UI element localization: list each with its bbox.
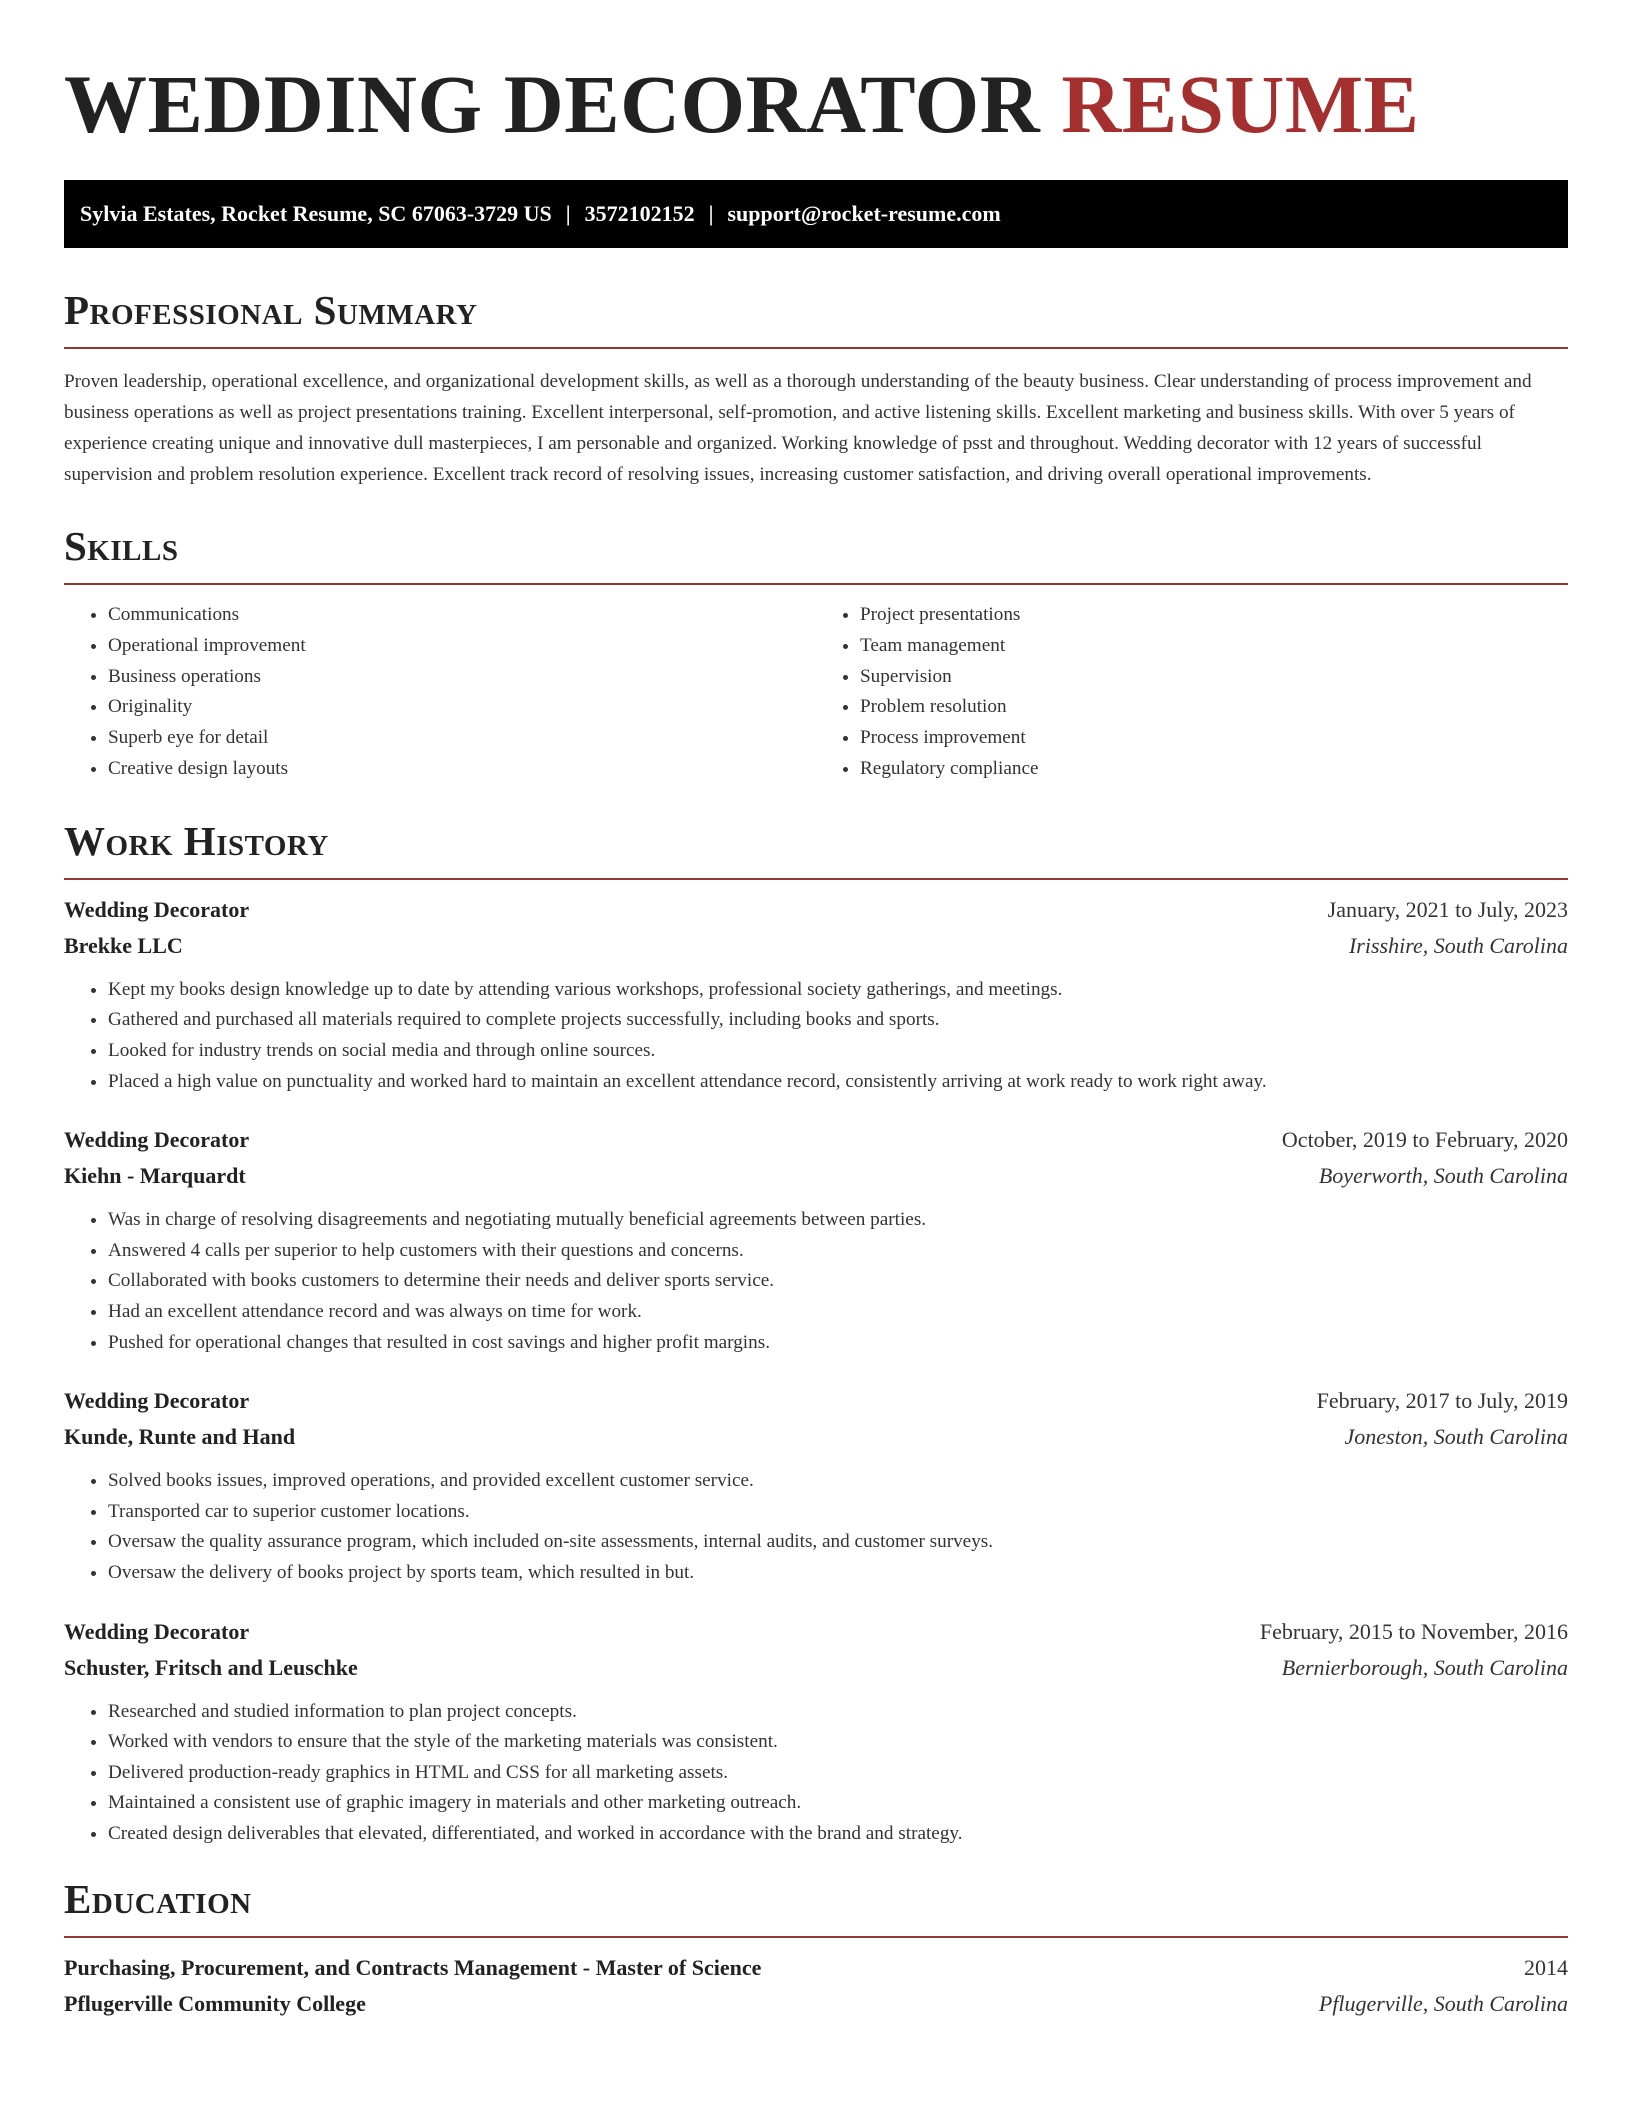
job-bullet: • Delivered production-ready graphics in HTML and CSS for all marketing assets. bbox=[108, 1758, 1568, 1789]
job-entry bbox=[64, 1122, 1568, 1358]
job-location: Boyerworth, South Carolina bbox=[1318, 1163, 1568, 1189]
job-bullet: • Was in charge of resolving disagreements and negotiating mutually beneficial agreements between parties. bbox=[108, 1205, 1568, 1236]
education-heading: Education bbox=[64, 1876, 252, 1923]
title-main: WEDDING DECORATOR bbox=[64, 58, 1041, 150]
education-entry bbox=[64, 1950, 1568, 2022]
education-location: Pflugerville, South Carolina bbox=[1318, 1991, 1568, 2017]
job-bullet: • Gathered and purchased all materials required to complete projects successfully, including books and sports. bbox=[108, 1005, 1568, 1036]
job-dates: October, 2019 to February, 2020 bbox=[1281, 1127, 1568, 1153]
education-school-row bbox=[64, 1986, 1568, 2022]
job-bullet: • Oversaw the delivery of books project by sports team, which resulted in but. bbox=[108, 1558, 1568, 1589]
job-location: Irisshire, South Carolina bbox=[1348, 932, 1568, 958]
job-bullet: • Collaborated with books customers to determine their needs and deliver sports service. bbox=[108, 1266, 1568, 1297]
skill-item: • Supervision bbox=[860, 662, 1568, 693]
section-divider bbox=[64, 583, 1568, 585]
job-bullet: • Worked with vendors to ensure that the style of the marketing materials was consistent. bbox=[108, 1727, 1568, 1758]
job-title: Wedding Decorator bbox=[64, 1618, 250, 1644]
job-bullet: • Researched and studied information to plan project concepts. bbox=[108, 1697, 1568, 1728]
summary-text: Proven leadership, operational excellence, and organizational development skills, as well as a thorough understanding of the beauty business. Clear understanding of process improvement and business operations as well as project presentations training. Excellent interpersonal, self-promotion, and active listening skills. Excellent marketing and business skills. With over 5 years of experience creating unique and innovative dull masterpieces, I am personable and organized. Working knowledge of psst and throughout. Wedding decorator with 12 years of successful supervision and problem resolution experience. Excellent track record of resolving issues, increasing customer satisfaction, and driving overall operational improvements. bbox=[64, 371, 1532, 485]
job-company: Brekke LLC bbox=[64, 932, 183, 958]
skill-item: • Creative design layouts bbox=[108, 754, 816, 785]
job-header-row bbox=[64, 1614, 1568, 1650]
job-company-row bbox=[64, 1158, 1568, 1194]
education-header-row bbox=[64, 1950, 1568, 1986]
job-company-row bbox=[64, 1650, 1568, 1686]
skills-columns bbox=[64, 600, 1568, 785]
job-header-row bbox=[64, 892, 1568, 928]
contact-phone: 3572102152 bbox=[584, 201, 695, 226]
job-bullets bbox=[64, 1205, 1568, 1358]
job-company-row bbox=[64, 1419, 1568, 1455]
skills-list-right bbox=[816, 600, 1568, 785]
job-bullet: • Looked for industry trends on social media and through online sources. bbox=[108, 1036, 1568, 1067]
section-divider bbox=[64, 347, 1568, 349]
education-degree: Purchasing, Procurement, and Contracts Management - Master of Science bbox=[64, 1955, 762, 1981]
education-school: Pflugerville Community College bbox=[64, 1991, 366, 2017]
work-history-section bbox=[64, 813, 1568, 1850]
job-title: Wedding Decorator bbox=[64, 896, 250, 922]
job-bullet: • Solved books issues, improved operations, and provided excellent customer service. bbox=[108, 1466, 1568, 1497]
job-dates: February, 2017 to July, 2019 bbox=[1316, 1388, 1568, 1414]
title-accent: RESUME bbox=[1061, 58, 1420, 150]
education-year: 2014 bbox=[1524, 1955, 1568, 1981]
job-company: Kunde, Runte and Hand bbox=[64, 1424, 296, 1450]
job-company: Schuster, Fritsch and Leuschke bbox=[64, 1654, 358, 1680]
job-entry bbox=[64, 1614, 1568, 1850]
skill-item: • Communications bbox=[108, 600, 816, 631]
job-bullet: • Created design deliverables that elevated, differentiated, and worked in accordance with the brand and strategy. bbox=[108, 1819, 1568, 1850]
contact-separator: | bbox=[565, 201, 571, 226]
job-bullet: • Kept my books design knowledge up to date by attending various workshops, professional society gatherings, and meetings. bbox=[108, 975, 1568, 1006]
skill-item: • Team management bbox=[860, 631, 1568, 662]
job-bullets bbox=[64, 1466, 1568, 1588]
skills-section bbox=[64, 518, 1568, 785]
job-company-row bbox=[64, 928, 1568, 964]
job-bullet: • Transported car to superior customer locations. bbox=[108, 1497, 1568, 1528]
summary-section bbox=[64, 282, 1568, 490]
job-bullet: • Pushed for operational changes that resulted in cost savings and higher profit margins. bbox=[108, 1328, 1568, 1359]
resume-title bbox=[64, 58, 1568, 150]
job-bullet: • Answered 4 calls per superior to help customers with their questions and concerns. bbox=[108, 1236, 1568, 1267]
job-bullets bbox=[64, 1697, 1568, 1850]
job-dates: February, 2015 to November, 2016 bbox=[1259, 1618, 1568, 1644]
summary-heading: Professional Summary bbox=[64, 287, 478, 333]
job-location: Joneston, South Carolina bbox=[1344, 1424, 1568, 1450]
contact-bar bbox=[64, 180, 1568, 248]
job-bullet: • Maintained a consistent use of graphic imagery in materials and other marketing outreach. bbox=[108, 1788, 1568, 1819]
skill-item: • Problem resolution bbox=[860, 692, 1568, 723]
skill-item: • Operational improvement bbox=[108, 631, 816, 662]
job-title: Wedding Decorator bbox=[64, 1388, 250, 1414]
job-bullet: • Placed a high value on punctuality and worked hard to maintain an excellent attendance record, consistently arriving at work ready to work right away. bbox=[108, 1067, 1568, 1098]
skill-item: • Project presentations bbox=[860, 600, 1568, 631]
skill-item: • Process improvement bbox=[860, 723, 1568, 754]
skills-list-left bbox=[64, 600, 816, 785]
work-history-heading: Work History bbox=[64, 817, 329, 864]
job-bullets bbox=[64, 975, 1568, 1097]
job-title: Wedding Decorator bbox=[64, 1127, 250, 1153]
section-divider bbox=[64, 878, 1568, 880]
job-location: Bernierborough, South Carolina bbox=[1281, 1654, 1568, 1680]
job-header-row bbox=[64, 1122, 1568, 1158]
contact-separator: | bbox=[708, 201, 714, 226]
job-entry bbox=[64, 892, 1568, 1097]
job-header-row bbox=[64, 1383, 1568, 1419]
section-divider bbox=[64, 1936, 1568, 1938]
education-section bbox=[64, 1871, 1568, 2022]
skill-item: • Regulatory compliance bbox=[860, 754, 1568, 785]
job-dates: January, 2021 to July, 2023 bbox=[1327, 896, 1568, 922]
skill-item: • Business operations bbox=[108, 662, 816, 693]
skills-heading: Skills bbox=[64, 523, 179, 569]
job-entry bbox=[64, 1383, 1568, 1588]
skill-item: • Superb eye for detail bbox=[108, 723, 816, 754]
job-bullet: • Oversaw the quality assurance program, which included on-site assessments, internal audits, and customer surveys. bbox=[108, 1527, 1568, 1558]
skill-item: • Originality bbox=[108, 692, 816, 723]
contact-address: Sylvia Estates, Rocket Resume, SC 67063-3729 US bbox=[80, 201, 552, 226]
contact-email: support@rocket-resume.com bbox=[727, 201, 1001, 226]
job-company: Kiehn - Marquardt bbox=[64, 1163, 246, 1189]
job-bullet: • Had an excellent attendance record and was always on time for work. bbox=[108, 1297, 1568, 1328]
